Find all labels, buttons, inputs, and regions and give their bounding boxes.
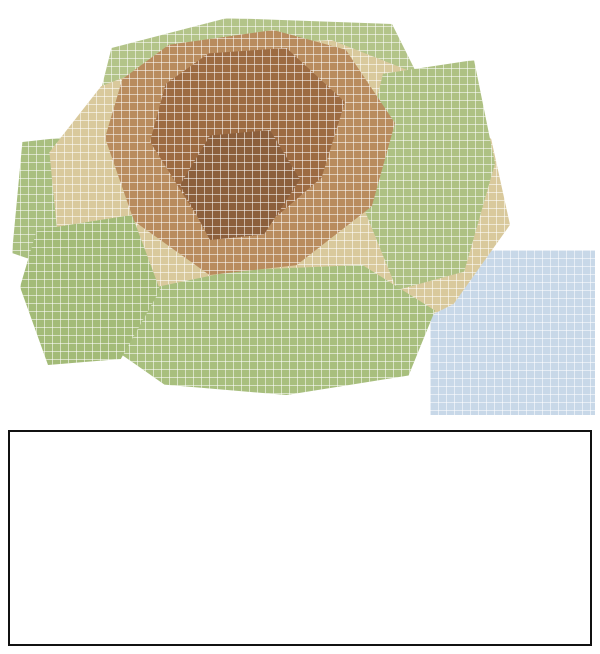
legend-panel: [8, 430, 592, 646]
